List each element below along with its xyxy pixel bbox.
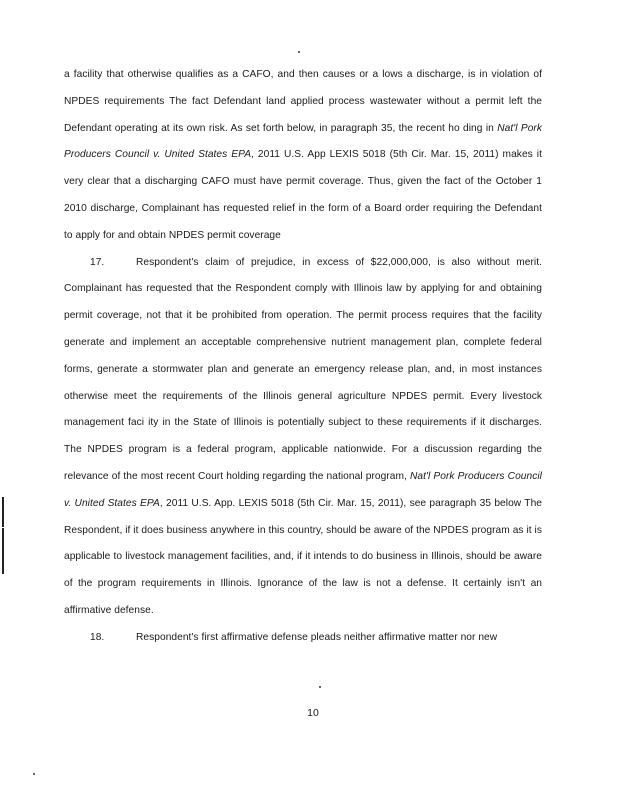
page-number: 10	[307, 707, 319, 719]
scan-speck	[319, 686, 321, 688]
paragraph-number: 18.	[90, 631, 105, 643]
margin-mark	[2, 528, 4, 574]
paragraph-text: , 2011 U.S. App LEXIS 5018 (5th Cir. Mar. 15, 2011) makes it very clear that a discharging CAFO must have permit coverage. Thus, given the fact of the October 1 2010 discharge, Complainant has requested relief in the form of a Board order requiring the Defendant to apply for and obtain NPDES permit coverage	[64, 149, 542, 241]
case-citation: Nat'l Pork Producers Council v. United States EPA	[64, 470, 542, 509]
paragraph-text: a facility that otherwise qualifies as a CAFO, and then causes or a lows a discharge, is in violation of NPDES requirements The fact Defendant land applied process wastewater without a permit left the Defendant operating at its own risk. As set forth below, in paragraph 35, the recent ho ding in	[64, 69, 542, 134]
paragraph-text: Respondent's first affirmative defense pleads neither affirmative matter nor new	[136, 631, 498, 643]
paragraph-17	[64, 250, 542, 625]
paragraph-text: Respondent's claim of prejudice, in excess of $22,000,000, is also without merit. Complainant has requested that the Respondent comply with Illinois law by applying for and obtaining permit coverage, not that it be prohibited from operation. The permit process requires that the facility generate and implement an acceptable comprehensive nutrient management plan, complete federal forms, generate a stormwater plan and generate an emergency release plan, and, in most instances otherwise meet the requirements of the Illinois general agriculture NPDES permit. Every livestock management faci ity in the State of Illinois is potentially subject to these requirements if it discharges. The NPDES program is a federal program, applicable nationwide. For a discussion regarding the relevance of the most recent Court holding regarding the national program,	[64, 256, 542, 482]
continuation-paragraph	[64, 62, 542, 250]
scan-speck	[33, 773, 35, 775]
case-citation: Nat'l Pork Producers Council v. United States EPA	[64, 122, 542, 161]
body-text	[64, 62, 542, 652]
paragraph-number: 17.	[90, 256, 105, 268]
margin-mark	[2, 497, 4, 527]
paragraph-18	[64, 625, 542, 652]
scan-speck	[298, 51, 300, 53]
paragraph-text: , 2011 U.S. App. LEXIS 5018 (5th Cir. Mar. 15, 2011), see paragraph 35 below The Respondent, if it does business anywhere in this country, should be aware of the NPDES program as it is applicable to livestock management facilities, and, if it intends to do business in Illinois, should be aware of the program requirements in Illinois. Ignorance of the law is not a defense. It certainly isn't an affirmative defense.	[64, 497, 542, 616]
